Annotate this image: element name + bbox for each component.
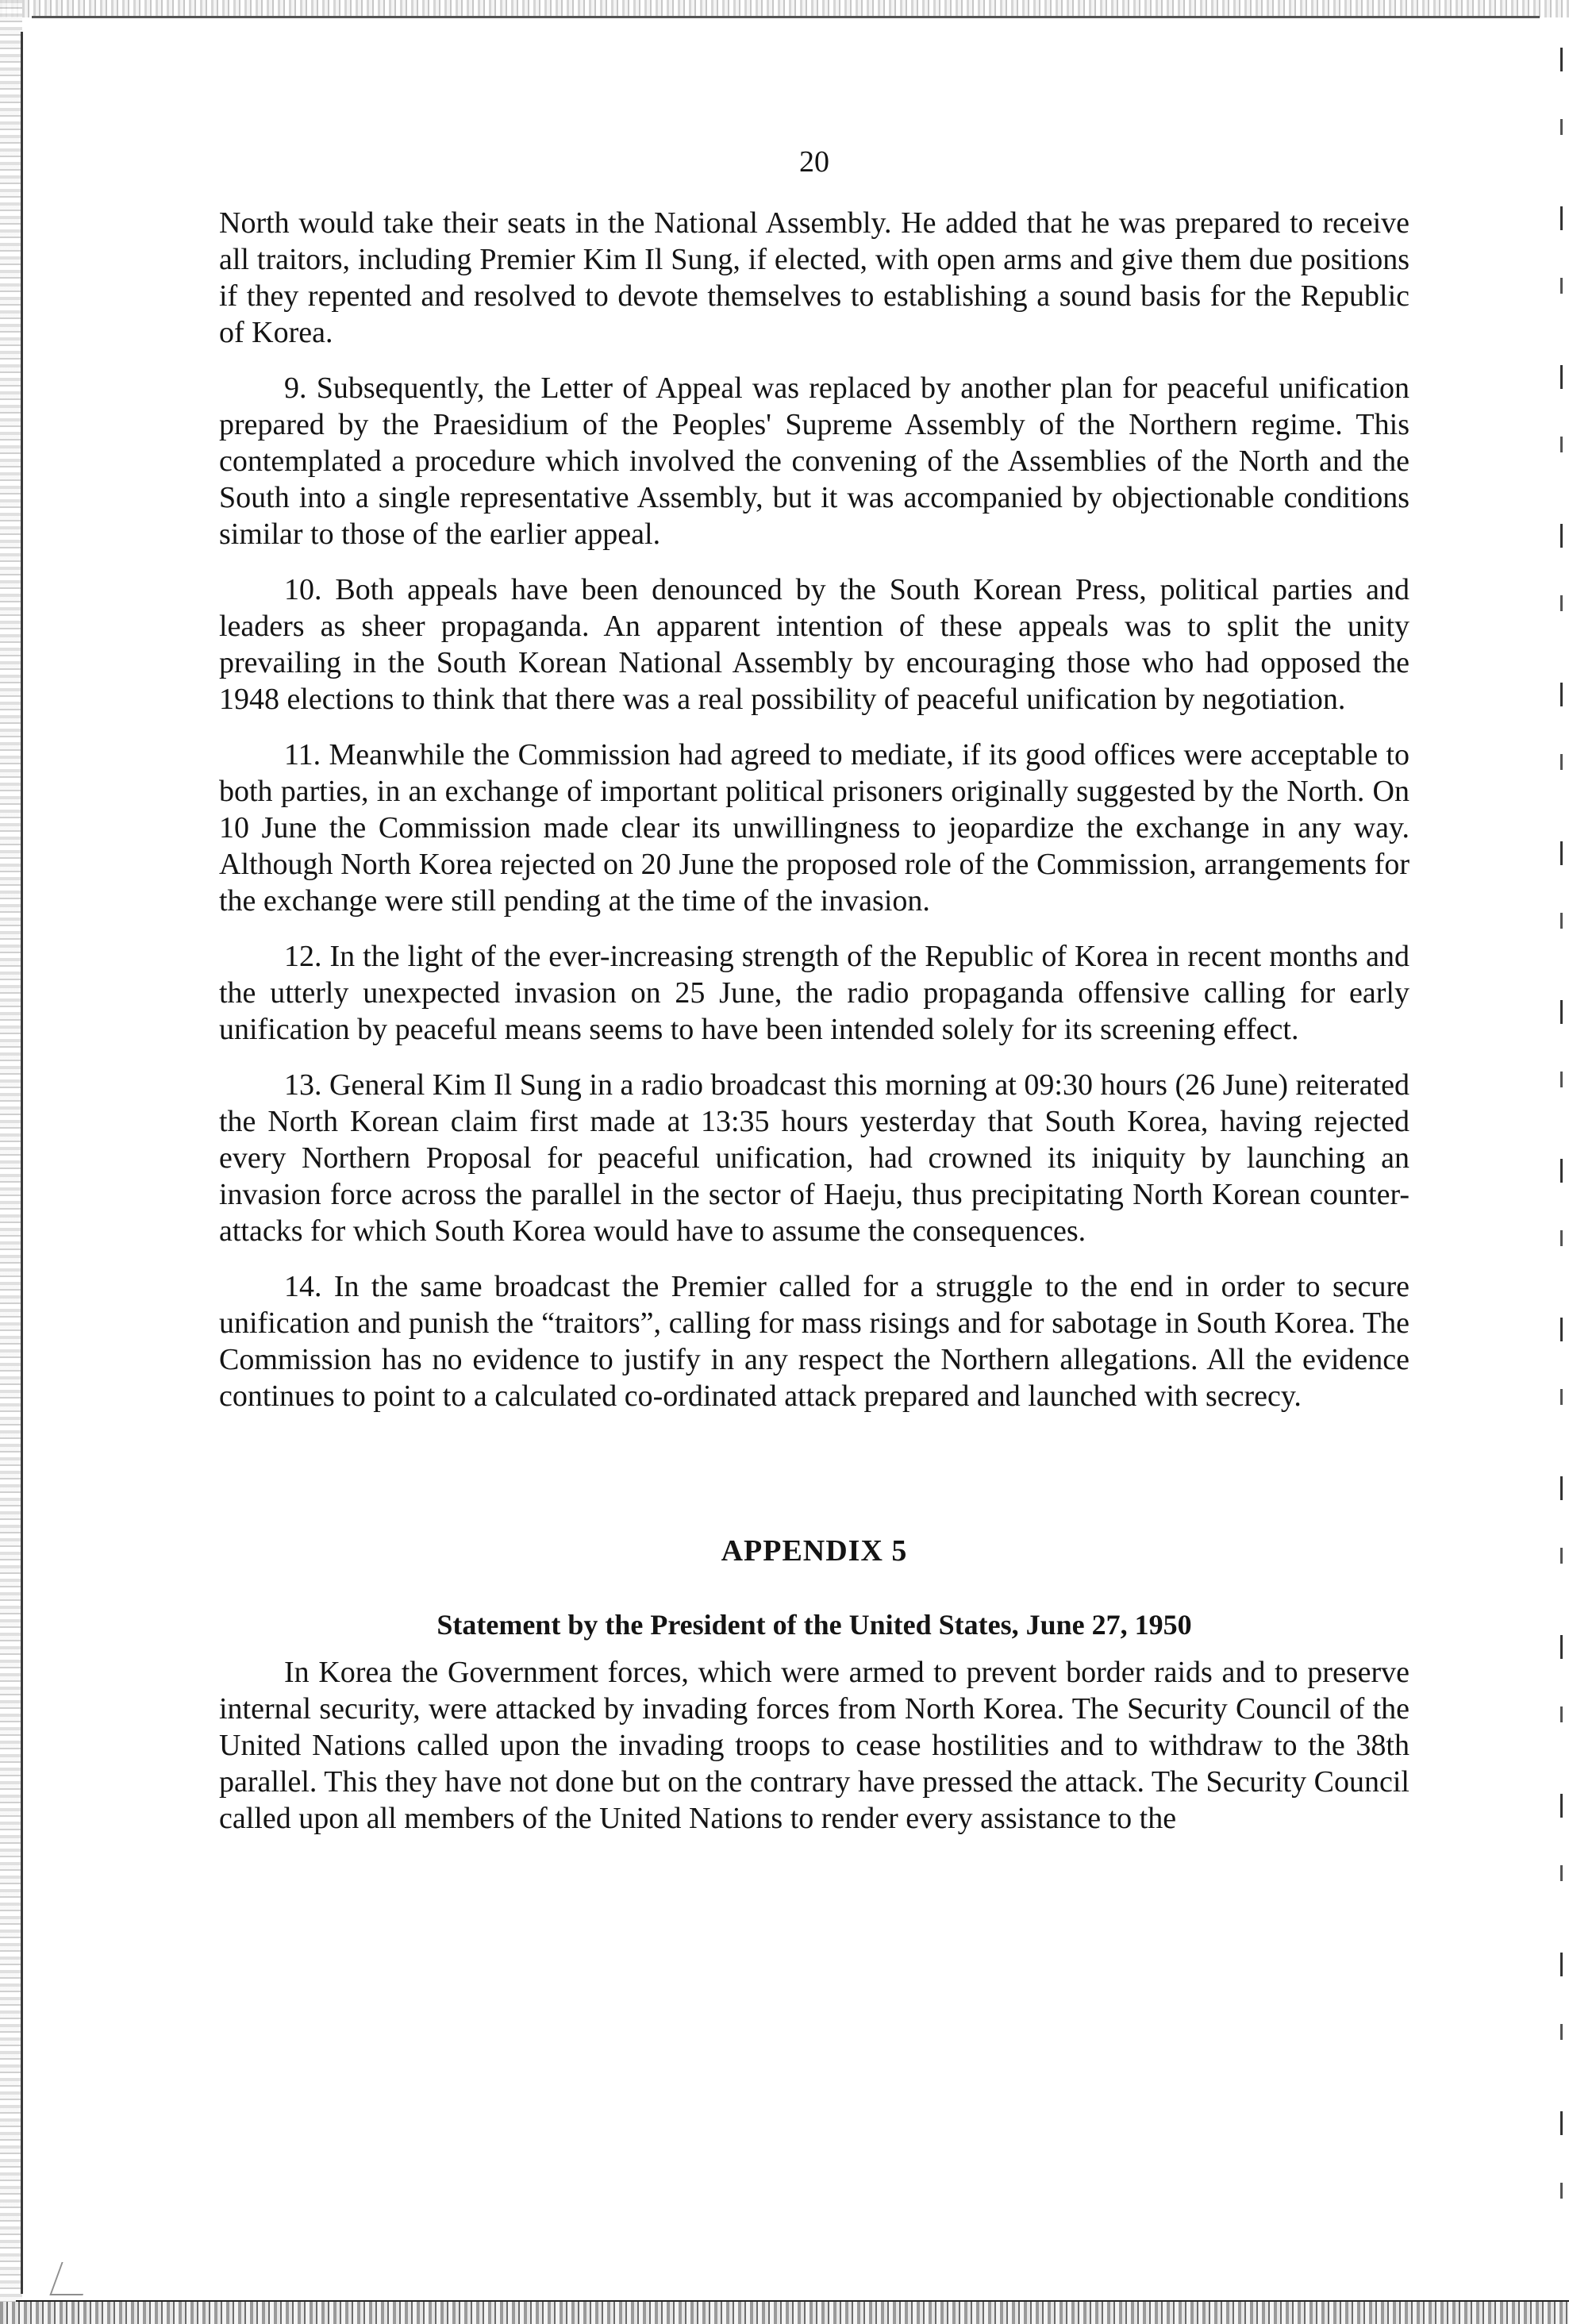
paragraph-number: 13. <box>284 1068 322 1102</box>
paragraph-text: In the same broadcast the Premier called for a struggle to the end in order to secure unification and punish the “traitors”, calling for mass risings and for sabotage in South Korea. The Commission has no evidence to justify in any respect the Northern allegations. All the evidence continues to point to a calculated co-ordinated attack prepared and launched with secrecy. <box>219 1270 1409 1413</box>
statement-paragraph: In Korea the Government forces, which were armed to prevent border raids and to preserve internal security, were attacked by invading forces from North Korea. The Security Council of the United Nations called upon the invading troops to cease hostilities and to withdraw to the 38th parallel. This they have not done but on the contrary have pressed the attack. The Security Council called upon all members of the United Nations to render every assistance to the <box>219 1656 1409 1835</box>
paragraph-text: Subsequently, the Letter of Appeal was replaced by another plan for peaceful unification prepared by the Praesidium of the Peoples' Supreme Assembly of the Northern regime. This contemplated a procedure which involved the convening of the Assemblies of the North and the South into a single representative Assembly, but it was accompanied by objectionable conditions similar to those of the earlier appeal. <box>219 371 1409 551</box>
scan-edge-right <box>1560 48 1563 2270</box>
statement-heading: Statement by the President of the United States, June 27, 1950 <box>436 1609 1192 1641</box>
paragraph-text: Meanwhile the Commission had agreed to mediate, if its good offices were acceptable to both parties, in an exchange of important political prisoners originally suggested by the North. On 10 June the Commission made clear its unwillingness to jeopardize the exchange in any way. Although North Korea rejected on 20 June the proposed role of the Commission, arrangements for the exchange were still pending at the time of the invasion. <box>219 738 1410 918</box>
page-number: 20 <box>799 145 829 179</box>
paragraph-10 <box>219 571 1409 718</box>
paragraph-number: 10. <box>284 573 322 606</box>
paragraph-number: 12. <box>284 940 322 973</box>
paragraph-text: North would take their seats in the National Assembly. He added that he was prepared to receive all traitors, including Premier Kim Il Sung, if elected, with open arms and give them due positions if they repented and resolved to devote themselves to establishing a sound basis for the Republic of Korea. <box>219 206 1409 349</box>
scan-edge-top <box>0 0 1569 17</box>
document-page <box>219 143 1409 2254</box>
paragraph-number: 14. <box>284 1270 322 1303</box>
paragraph-11 <box>219 737 1409 919</box>
paragraph-9 <box>219 370 1409 552</box>
scan-edge-left <box>0 0 22 2324</box>
scan-edge-top-line <box>32 16 1540 18</box>
appendix-heading: APPENDIX 5 <box>721 1534 908 1568</box>
paragraph-12 <box>219 938 1409 1048</box>
scan-corner-mark <box>49 2262 94 2295</box>
paragraph-13 <box>219 1067 1409 1249</box>
scan-edge-left-line <box>21 32 23 2294</box>
paragraph-number: 11. <box>284 738 321 771</box>
paragraph-text: Both appeals have been denounced by the South Korean Press, political parties and leaders as sheer propaganda. An apparent intention of these appeals was to split the unity prevailing in the South Korean National Assembly by encouraging those who had opposed the 1948 elections to think that there was a real possibility of peaceful unification by negotiation. <box>219 573 1410 716</box>
paragraph-text: In the light of the ever-increasing strength of the Republic of Korea in recent months and the utterly unexpected invasion on 25 June, the radio propaganda offensive calling for early unification by peaceful means seems to have been intended solely for its screening effect. <box>219 940 1409 1046</box>
paragraph-continuation <box>219 205 1409 351</box>
paragraph-number: 9. <box>284 371 307 405</box>
paragraph-14 <box>219 1268 1409 1414</box>
scan-edge-bottom <box>0 2302 1569 2324</box>
paragraph-text: General Kim Il Sung in a radio broadcast this morning at 09:30 hours (26 June) reiterated the North Korean claim first made at 13:35 hours yesterday that South Korea, having rejected every Northern Proposal for peaceful unification, had crowned its iniquity by launching an invasion force across the parallel in the sector of Haeju, thus precipitating North Korean counter-attacks for which South Korea would have to assume the consequences. <box>219 1068 1409 1248</box>
